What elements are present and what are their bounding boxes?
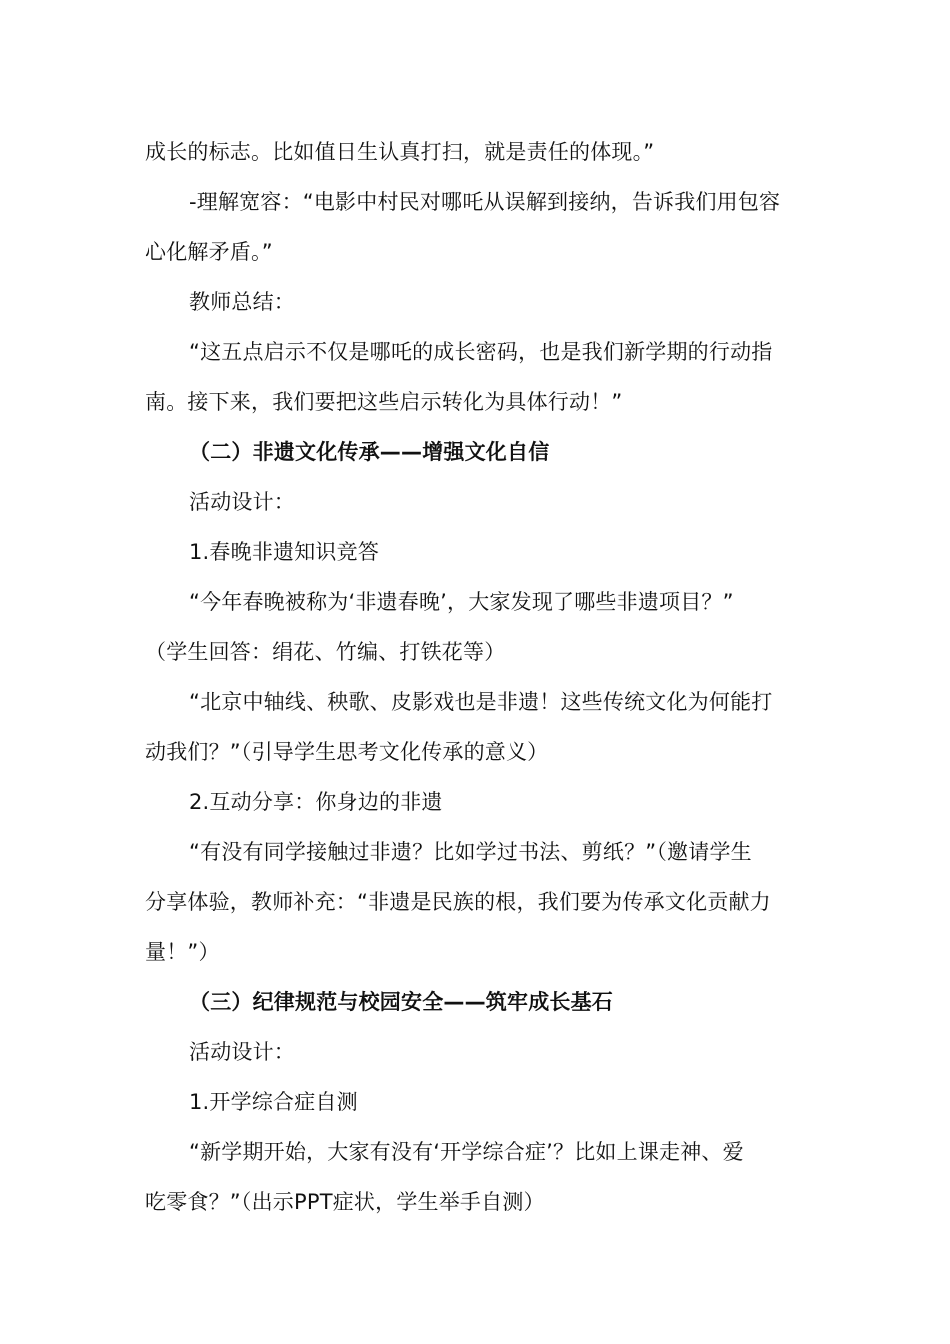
paragraph-line: 活动设计：	[189, 490, 295, 514]
paragraph-line: 动我们？”（引导学生思考文化传承的意义）	[145, 740, 549, 764]
paragraph-line: 吃零食？”（出示PPT症状，学生举手自测）	[145, 1190, 545, 1214]
list-item: 1.春晚非遗知识竞答	[189, 540, 380, 564]
paragraph-line: “有没有同学接触过非遗？比如学过书法、剪纸？”（邀请学生	[189, 840, 752, 864]
document-body	[145, 127, 810, 1227]
list-item: 1.开学综合症自测	[189, 1090, 358, 1114]
paragraph-line: 教师总结：	[189, 290, 295, 314]
section-heading: （三）纪律规范与校园安全——筑牢成长基石	[189, 990, 613, 1014]
paragraph-line: 量！”）	[145, 940, 220, 964]
paragraph-line: 南。接下来，我们要把这些启示转化为具体行动！”	[145, 390, 623, 414]
paragraph-line: “今年春晚被称为‘非遗春晚’，大家发现了哪些非遗项目？”	[189, 590, 734, 614]
paragraph-line: 成长的标志。比如值日生认真打扫，就是责任的体现。”	[145, 140, 655, 164]
paragraph-line: “这五点启示不仅是哪吒的成长密码，也是我们新学期的行动指	[189, 340, 773, 364]
paragraph-line: “北京中轴线、秧歌、皮影戏也是非遗！这些传统文化为何能打	[189, 690, 773, 714]
paragraph-line: -理解宽容：“电影中村民对哪吒从误解到接纳，告诉我们用包容	[189, 190, 781, 214]
paragraph-line: 心化解矛盾。”	[145, 240, 273, 264]
paragraph-line: 分享体验，教师补充：“非遗是民族的根，我们要为传承文化贡献力	[145, 890, 771, 914]
paragraph-line: 活动设计：	[189, 1040, 295, 1064]
list-item: 2.互动分享：你身边的非遗	[189, 790, 443, 814]
paragraph-line: （学生回答：绢花、竹编、打铁花等）	[145, 640, 506, 664]
paragraph-line: “新学期开始，大家有没有‘开学综合症’？比如上课走神、爱	[189, 1140, 744, 1164]
section-heading: （二）非遗文化传承——增强文化自信	[189, 440, 550, 464]
